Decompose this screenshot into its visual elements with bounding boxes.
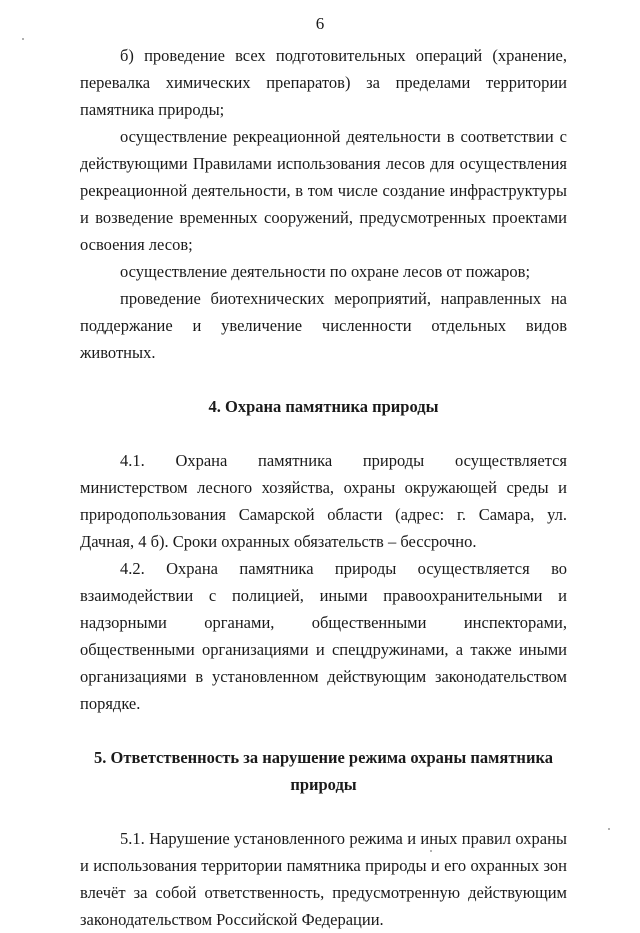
paragraph: 4.2. Охрана памятника природы осуществляется во взаимодействии с полицией, иными правоохранительными и надзорными органами, общественными инспекторами, общественными организациями и спецдружинами, а также иными организациями в установленном действующим законодательством порядке. [80,559,567,713]
scan-speck [22,38,24,40]
paragraph: б) проведение всех подготовительных операций (хранение, перевалка химических препаратов) за пределами территории памятника природы; [80,46,567,119]
paragraph: 4.1. Охрана памятника природы осуществляется министерством лесного хозяйства, охраны окружающей среды и природопользования Самарской области (адрес: г. Самара, ул. Дачная, 4 б). Сроки охранных обязательств – бессрочно. [80,451,567,551]
paragraph: проведение биотехнических мероприятий, направленных на поддержание и увеличение численности отдельных видов животных. [80,289,567,362]
paragraph: осуществление деятельности по охране лесов от пожаров; [120,262,531,281]
section-5-heading: 5. Ответственность за нарушение режима охраны памятника природы [94,748,553,794]
scan-speck [608,828,610,830]
page-number: 6 [315,14,325,33]
paragraph: 5.1. Нарушение установленного режима и иных правил охраны и использования территории памятника природы и его охранных зон влечёт за собой ответственность, предусмотренную действующим законодательством Российской Федерации. [80,829,567,929]
paragraph: осуществление рекреационной деятельности в соответствии с действующими Правилами использования лесов для осуществления рекреационной деятельности, в том числе создание инфраструктуры и возведение временных сооружений, предусмотренных проектами освоения лесов; [80,127,567,254]
section-4-heading: 4. Охрана памятника природы [208,397,439,416]
scan-speck [430,850,432,852]
document-body [80,42,567,933]
